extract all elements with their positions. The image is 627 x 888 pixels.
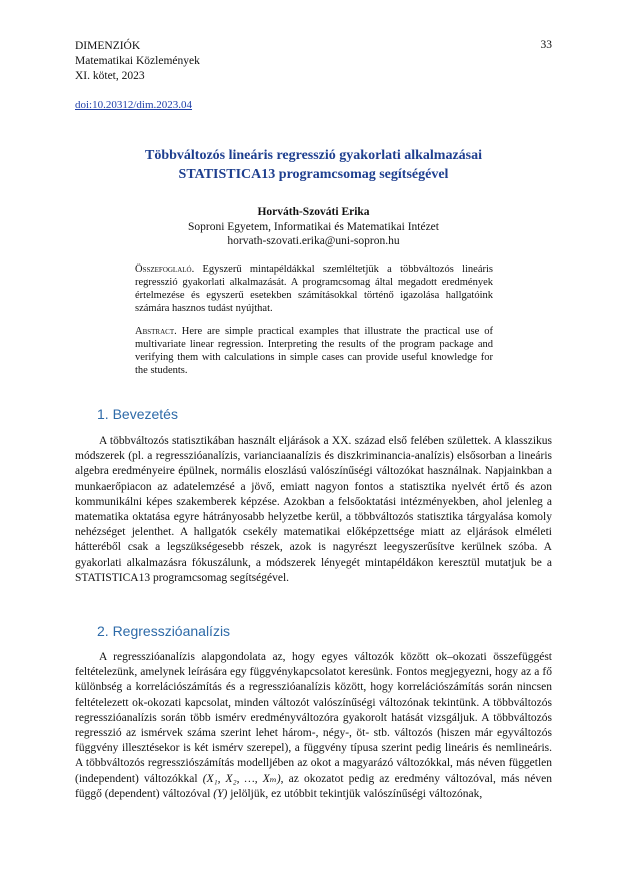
section-heading-introduction: 1. Bevezetés — [97, 406, 178, 422]
author-name: Horváth-Szováti Erika — [257, 206, 370, 218]
title-line-2: STATISTICA13 programcsomag segítségével — [178, 167, 449, 182]
abstract-hu-text: Egyszerű mintapéldákkal szemléltetjük a többváltozós lineáris regresszió gyakorlati alkalmazását. A programcsomag által megadott eredmények értelmezése és egyszerű esetekben számításokkal történő igazolása hallgatóink számára hasznos tudást nyújthat. — [135, 264, 493, 314]
author-block — [75, 205, 552, 249]
regression-text-end: jelöljük, ez utóbbit tekintjük valószínűségi változónak, — [230, 787, 483, 800]
math-independent-vars: (X₁, X₂, …, Xₘ) — [202, 772, 281, 785]
regression-text-start: A regresszióanalízis alapgondolata az, hogy egyes változók között ok–okozati összefüggést feltételezünk, amelynek leírására egy függvénykapcsolatot keresünk. Fontos megjegyezni, hogy az a fő különbség a korrelációszámítás és a regresszióanalízis között, hogy korrelációszámítás során nincsen feltételezett ok-okozati kapcsolat, minden változót valószínűségi változónak tekintünk. A többváltozós regresszióanalízis során több ismérv eredményváltozóra gyakorolt hatását vizsgáljuk. A többváltozós regresszió az ismérvek száma szerint lehet három-, négy-, öt- stb. változós (hiszen már egyváltozós függvény illesztésekor is két ismérv szerepel), a függvény típusa szerint pedig lineáris és nemlineáris. A többváltozós regressziószámítás modelljében az okot a magyarázó változókkal, más néven független (independent) változókkal — [75, 651, 552, 785]
abstract-hu-label: Összefoglaló. — [135, 264, 195, 275]
abstract-english — [135, 325, 493, 377]
doi-link[interactable]: doi:10.20312/dim.2023.04 — [75, 99, 193, 111]
introduction-paragraph — [75, 434, 552, 586]
math-dependent-var: (Y) — [213, 787, 228, 800]
author-email[interactable]: horvath-szovati.erika@uni-sopron.hu — [227, 235, 400, 247]
abstract-hungarian — [135, 263, 493, 315]
paper-title — [75, 146, 552, 184]
regression-text-mid: , az okozatot pedig az eredmény változóval, más néven függő (dependent) változóval — [75, 772, 553, 800]
journal-header — [75, 39, 200, 84]
introduction-text: A többváltozós statisztikában használt eljárások a XX. század első felében születtek. A klasszikus módszerek (pl. a regresszióanalízis, varianciaanalízis és diszkriminancia-analízis) elsősorban a lineáris algebra eredményeire épülnek, normális eloszlású valószínűségi változókat használnak. Napjainkban a munkaerőpiacon az adatelemzésé a jövő, emiatt nagyon fontos a statisztika nyelvét értő és azon kommunikálni képes szakemberek képzése. Azokban a felsőoktatási intézményekben, ahol jelenleg a matematika oktatása egyre hátrányosabb helyzetbe kerül, a többváltozós statisztika tárgyalása komoly nehézséget jelenthet. A hallgatók csekély matematikai előképzettsége miatt az eljárások elméleti hátteréből csak a legszükségesebb részek, azok is nagyrészt leegyszerűsítve kerülnek szóba. A gyakorlati alkalmazásra fókuszálunk, a módszerek lényegét mintapéldákon keresztül mutatjuk be a STATISTICA13 programcsomag segítségével. — [75, 435, 552, 584]
author-affiliation: Soproni Egyetem, Informatikai és Matematikai Intézet — [187, 220, 439, 233]
journal-volume: XI. kötet, 2023 — [75, 70, 145, 82]
title-line-1: Többváltozós lineáris regresszió gyakorlati alkalmazásai — [144, 148, 483, 163]
abstract-en-label: Abstract. — [135, 326, 177, 337]
page-number: 33 — [540, 39, 552, 51]
journal-name: DIMENZIÓK — [75, 40, 141, 52]
regression-paragraph — [75, 650, 552, 802]
abstract-en-text: Here are simple practical examples that illustrate the practical use of multivariate linear regression. Interpreting the results of the program package and verifying them with calculations in simple cases can provide useful knowledge for the students. — [135, 326, 494, 376]
section-heading-regression: 2. Regresszióanalízis — [97, 623, 231, 639]
journal-subtitle: Matematikai Közlemények — [75, 55, 200, 67]
